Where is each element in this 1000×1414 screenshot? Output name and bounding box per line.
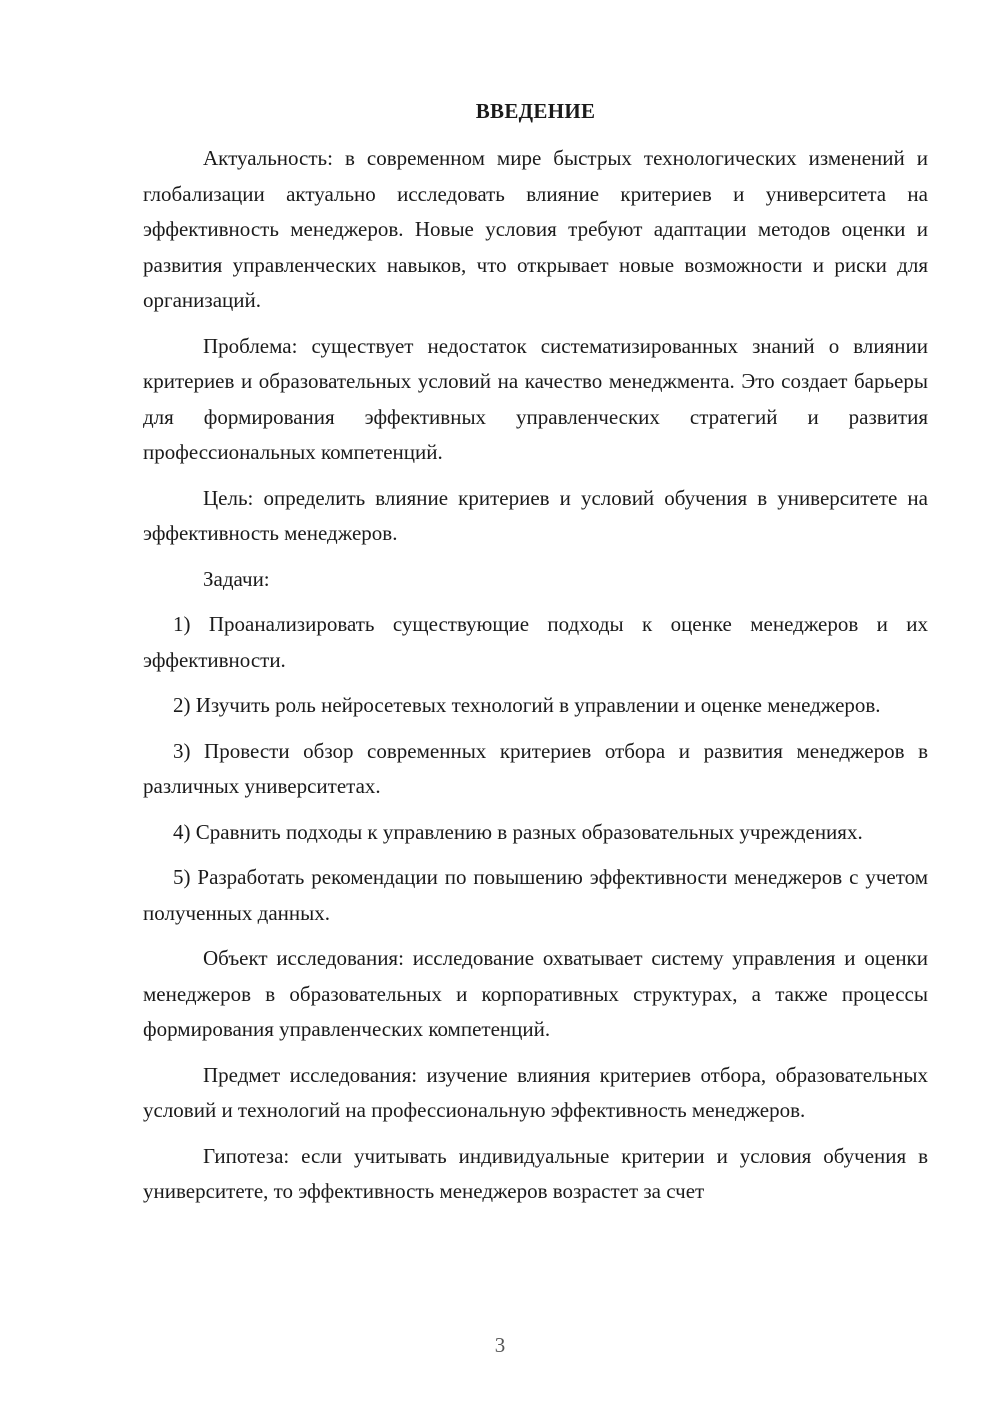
task-item-1: 1) Проанализировать существующие подходы к оценке менеджеров и их эффективности. xyxy=(143,612,928,672)
task-item-4: 4) Сравнить подходы к управлению в разных образовательных учреждениях. xyxy=(173,819,863,844)
paragraph-relevance: Актуальность: в современном мире быстрых технологических изменений и глобализации актуально исследовать влияние критериев и университета на эффективность менеджеров. Новые условия требуют адаптации методов оценки и развития управленческих навыков, что открывает новые возможности и риски для организаций. xyxy=(143,146,928,312)
paragraph-tasks-heading: Задачи: xyxy=(203,566,270,591)
document-page xyxy=(143,94,928,1220)
task-item-5: 5) Разработать рекомендации по повышению эффективности менеджеров с учетом полученных данных. xyxy=(143,865,928,925)
page-number: 3 xyxy=(494,1333,506,1357)
section-title: ВВЕДЕНИЕ xyxy=(475,99,596,123)
task-item-3: 3) Провести обзор современных критериев отбора и развития менеджеров в различных университетах. xyxy=(143,738,928,798)
paragraph-subject: Предмет исследования: изучение влияния критериев отбора, образовательных условий и технологий на профессиональную эффективность менеджеров. xyxy=(143,1062,928,1122)
paragraph-object: Объект исследования: исследование охватывает систему управления и оценки менеджеров в образовательных и корпоративных структурах, а также процессы формирования управленческих компетенций. xyxy=(143,946,928,1041)
paragraph-goal: Цель: определить влияние критериев и условий обучения в университете на эффективность менеджеров. xyxy=(143,485,928,545)
paragraph-hypothesis: Гипотеза: если учитывать индивидуальные критерии и условия обучения в университете, то эффективность менеджеров возрастет за счет xyxy=(143,1143,928,1203)
task-item-2: 2) Изучить роль нейросетевых технологий в управлении и оценке менеджеров. xyxy=(173,693,881,717)
paragraph-problem: Проблема: существует недостаток систематизированных знаний о влиянии критериев и образовательных условий на качество менеджмента. Это создает барьеры для формирования эффективных управленческих стратегий и развития профессиональных компетенций. xyxy=(143,333,928,464)
